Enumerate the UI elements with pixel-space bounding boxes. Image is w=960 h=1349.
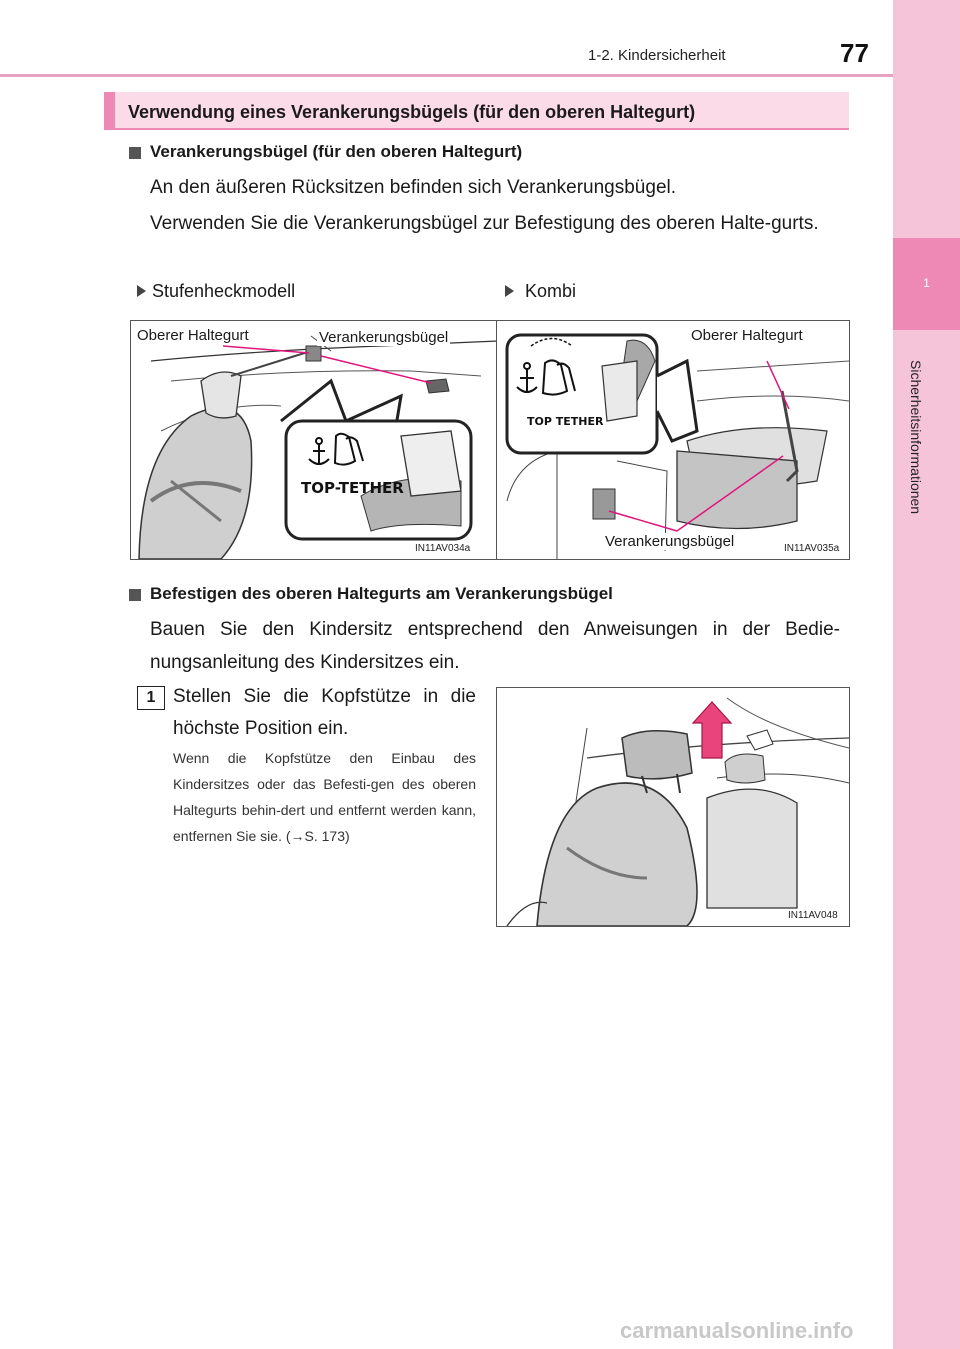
step1-note: Wenn die Kopfstütze den Einbau des Kindersitzes oder das Befesti-gen des oberen Haltegurts behin-dert und entfernt werden kann, entfernen Sie sie. (→S. 173) bbox=[173, 750, 476, 844]
bullet-square-icon bbox=[129, 147, 141, 159]
callout-anchor-bracket-sedan: Verankerungsbügel bbox=[319, 329, 449, 346]
sedan-illustration bbox=[131, 321, 498, 559]
section2-paragraph: Bauen Sie den Kindersitz entsprechend den Anweisungen in der Bedie-nungsanleitung des Kindersitzes ein. bbox=[150, 619, 840, 673]
section1-paragraph1: An den äußeren Rücksitzen befinden sich Verankerungsbügel. bbox=[150, 177, 677, 198]
figure-code-wagon: IN11AV035a bbox=[784, 543, 840, 554]
step-number-box bbox=[137, 686, 165, 710]
section-banner bbox=[104, 92, 849, 130]
footer-watermark[interactable]: carmanualsonline.info bbox=[620, 1318, 854, 1343]
section2-heading: Befestigen des oberen Haltegurts am Verankerungsbügel bbox=[150, 584, 613, 603]
banner-title: Verwendung eines Verankerungsbügels (für den oberen Haltegurt) bbox=[128, 102, 696, 122]
variant-label-sedan: Stufenheckmodell bbox=[152, 281, 296, 301]
bullet-square-icon bbox=[129, 589, 141, 601]
section1-heading: Verankerungsbügel (für den oberen Haltegurt) bbox=[150, 142, 523, 161]
triangle-bullet-icon bbox=[137, 285, 146, 297]
step-number: 1 bbox=[146, 689, 156, 706]
banner-underline bbox=[104, 128, 849, 130]
figure-headrest bbox=[496, 687, 850, 927]
chapter-tab-number: 1 bbox=[923, 276, 930, 290]
figure-wagon-anchor bbox=[496, 320, 850, 560]
header-rule bbox=[0, 74, 893, 77]
triangle-bullet-icon bbox=[505, 285, 514, 297]
section1-paragraph2: Verwenden Sie die Verankerungsbügel zur Befestigung des oberen Halte-gurts. bbox=[150, 213, 819, 234]
figure-sedan-anchor bbox=[130, 320, 499, 560]
headrest-illustration bbox=[497, 688, 849, 926]
side-band bbox=[893, 0, 960, 1349]
figure-code-sedan: IN11AV034a bbox=[415, 543, 471, 554]
callout-top-strap-sedan: Oberer Haltegurt bbox=[137, 327, 249, 344]
step1-instruction: Stellen Sie die Kopfstütze in die höchste Position ein. bbox=[173, 686, 476, 739]
top-tether-logo-wagon: TOP TETHER bbox=[527, 415, 604, 428]
callout-anchor-bracket-wagon: Verankerungsbügel bbox=[605, 533, 735, 550]
page-number: 77 bbox=[840, 38, 869, 68]
banner-accent bbox=[104, 92, 115, 130]
chapter-tab[interactable] bbox=[893, 238, 960, 330]
header-section-title: 1-2. Kindersicherheit bbox=[588, 47, 726, 64]
chapter-vertical-title: Sicherheitsinformationen bbox=[908, 360, 924, 515]
wagon-illustration bbox=[497, 321, 849, 559]
callout-top-strap-wagon: Oberer Haltegurt bbox=[691, 327, 803, 344]
top-tether-logo-sedan: TOP-TETHER bbox=[301, 479, 404, 497]
figure-code-headrest: IN11AV048 bbox=[788, 910, 838, 921]
variant-label-wagon: Kombi bbox=[525, 281, 577, 301]
